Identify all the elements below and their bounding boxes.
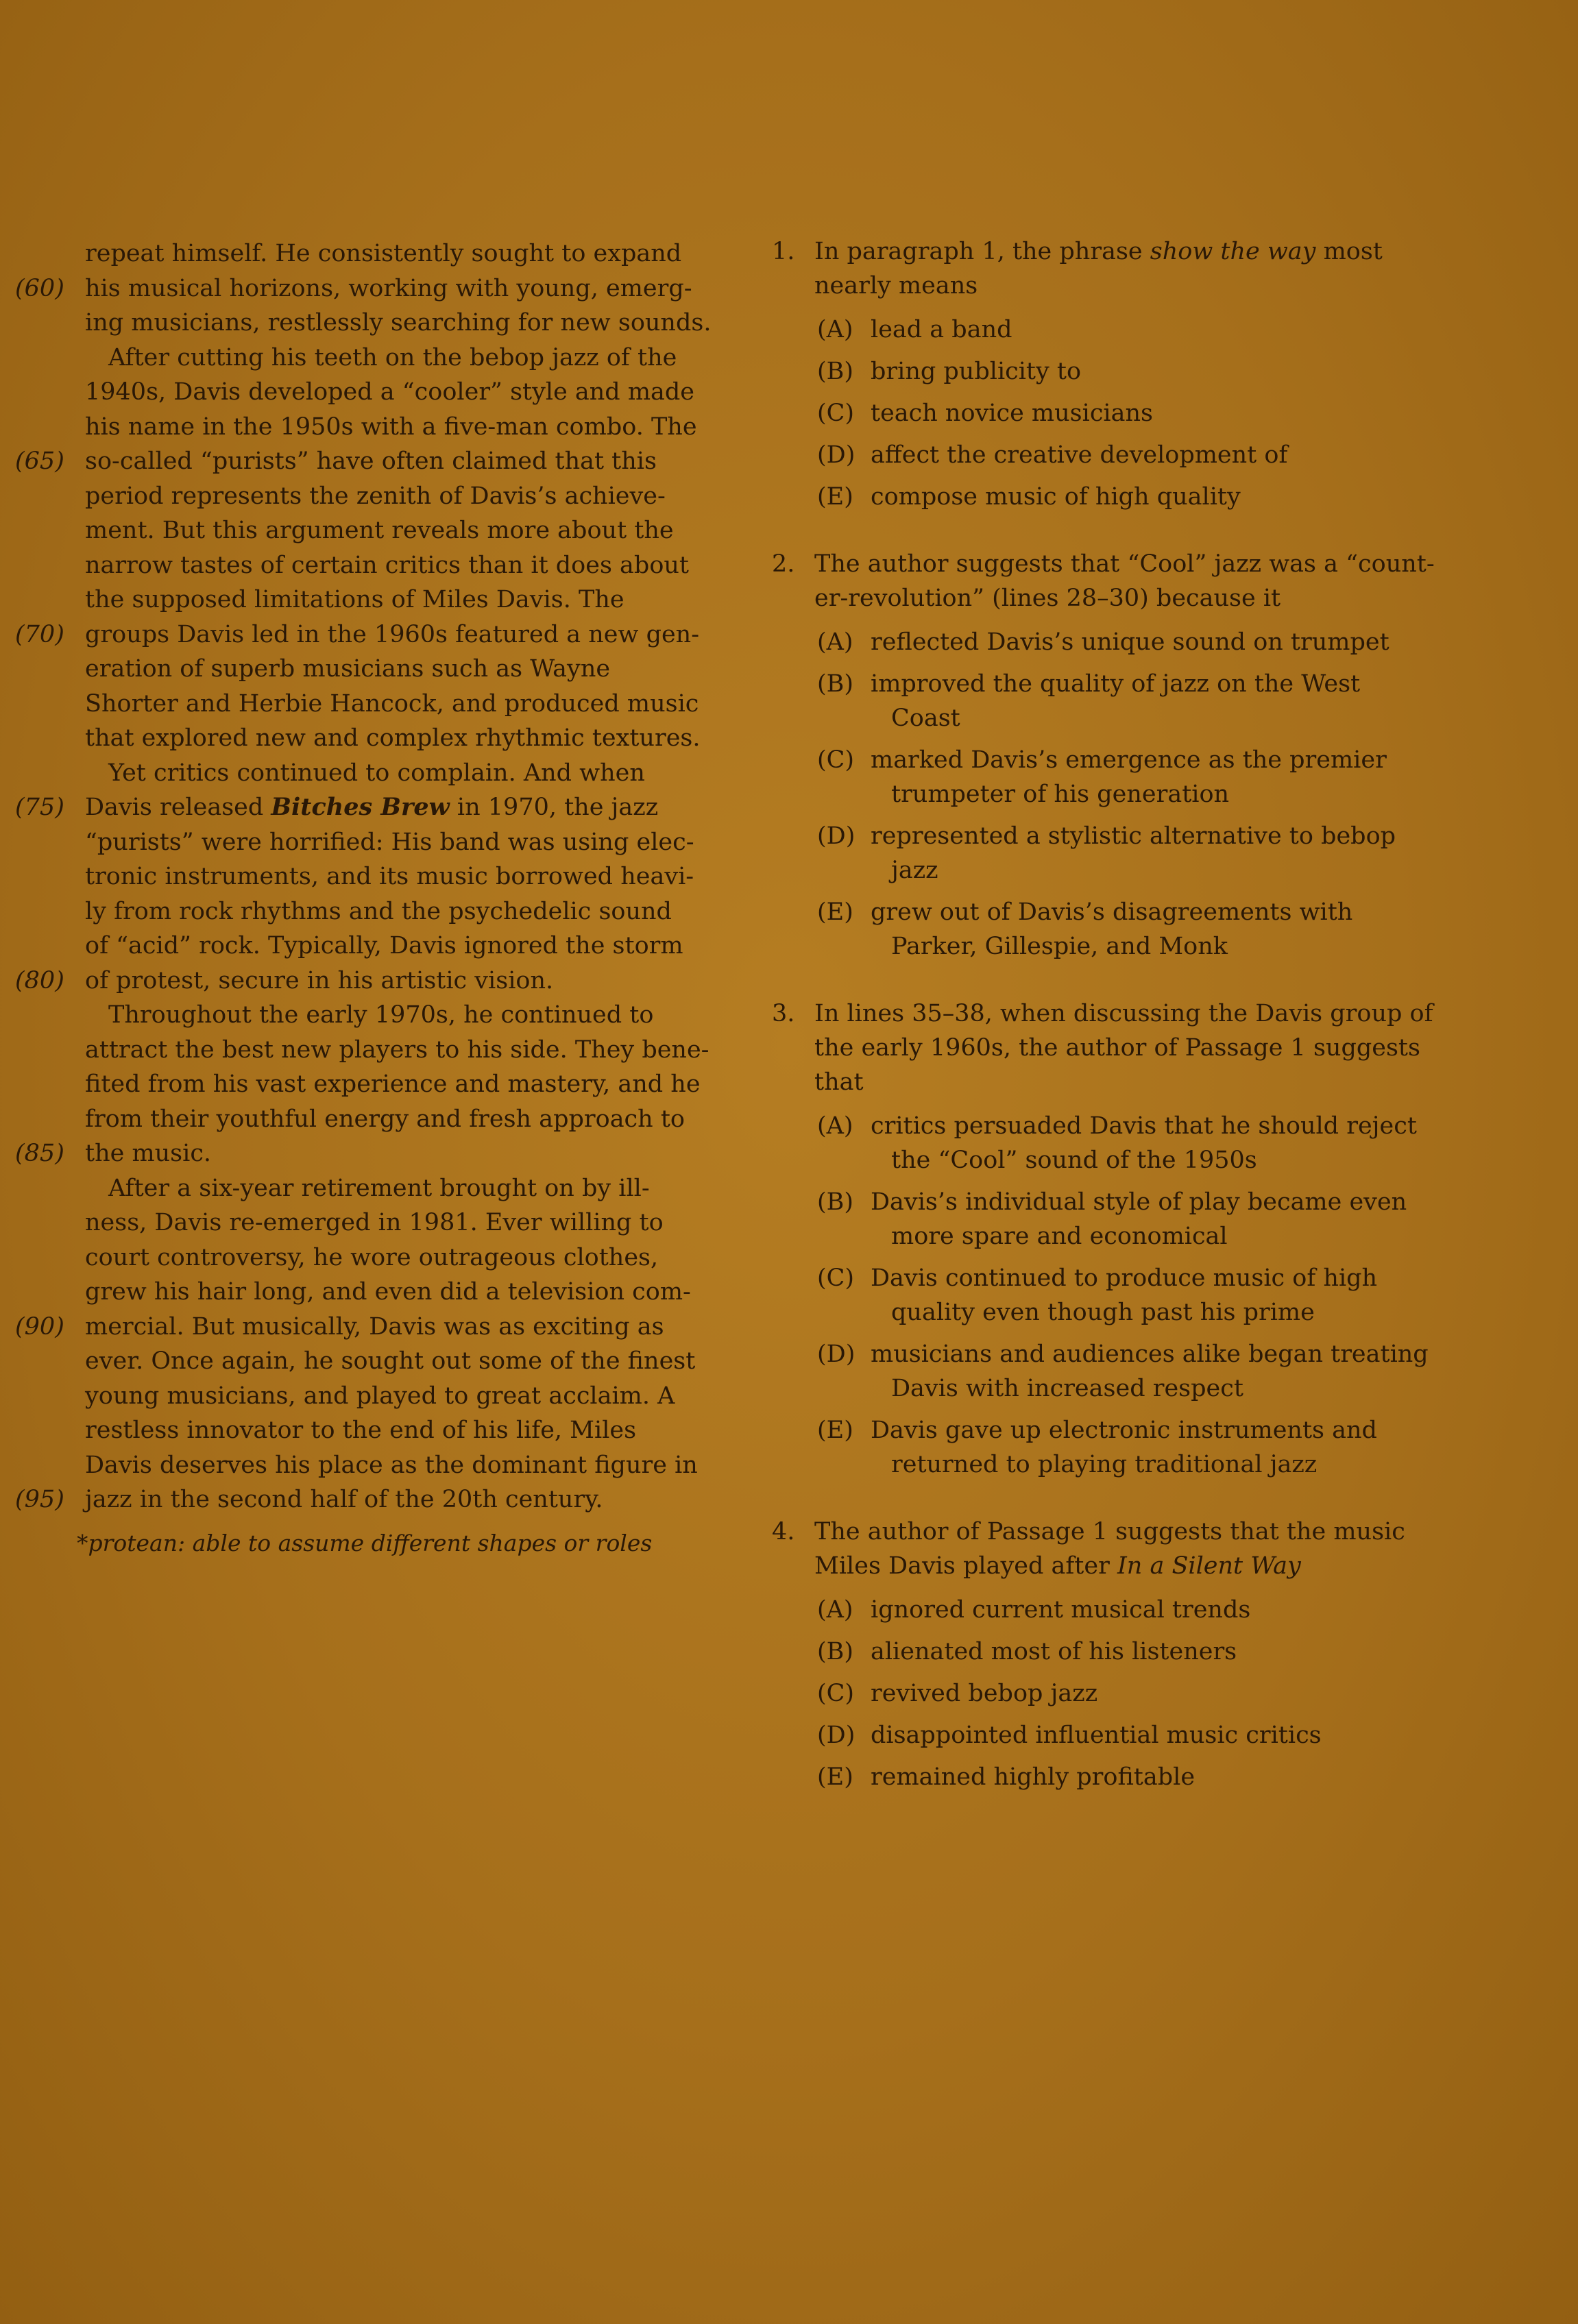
passage-line-text: restless innovator to the end of his life, Miles [85, 1417, 637, 1444]
passage-line [0, 1102, 727, 1137]
choice-letter: (A) [817, 628, 853, 656]
choice-text [871, 667, 1529, 735]
choice-text-line: marked Davis’s emergence as the premier [871, 746, 1387, 774]
passage-line [0, 756, 727, 791]
answer-choice [817, 1337, 1529, 1406]
passage-line-text: of protest, secure in his artistic vision. [85, 966, 554, 994]
passage-line [0, 1413, 727, 1448]
question-stem [761, 234, 1529, 303]
passage-line-text: Yet critics continued to complain. And when [108, 759, 645, 787]
passage-line [0, 1275, 727, 1310]
choice-text [871, 1185, 1529, 1253]
choice-letter: (E) [817, 898, 853, 926]
answer-choice [817, 1261, 1529, 1330]
passage-line-text: fited from his vast experience and mastery, and he [85, 1071, 701, 1098]
passage-line-text: ing musicians, restlessly searching for new sounds. [85, 309, 712, 337]
passage-line [0, 444, 727, 479]
choice-text-line: Davis’s individual style of play became even [871, 1188, 1407, 1216]
choice-text [871, 1337, 1529, 1406]
passage-line [0, 825, 727, 860]
questions-column [761, 234, 1529, 1827]
passage-line-text: the music. [85, 1140, 212, 1167]
choice-letter: (E) [817, 1417, 853, 1444]
choice-text [871, 1413, 1529, 1482]
answer-choices [761, 313, 1529, 514]
question-4 [761, 1515, 1529, 1794]
choice-text [871, 1593, 1529, 1627]
passage-line [0, 513, 727, 548]
choice-text-line: affect the creative development of [871, 441, 1288, 469]
question-stem-line: In paragraph 1, the phrase show the way most [814, 238, 1383, 265]
passage-line [0, 687, 727, 722]
passage-line [0, 306, 727, 341]
answer-choice [817, 480, 1529, 514]
passage-line-text: his musical horizons, working with young, emerg- [85, 274, 692, 302]
choice-text-line: returned to playing traditional jazz [891, 1451, 1318, 1478]
choice-text-line: more spare and economical [891, 1223, 1228, 1250]
choice-letter: (C) [817, 746, 855, 774]
choice-text-line: bring publicity to [871, 358, 1082, 385]
choice-text-line: represented a stylistic alternative to bebop [871, 822, 1396, 850]
passage-line [0, 1379, 727, 1414]
passage-line [0, 375, 727, 410]
choice-text-line: compose music of high quality [871, 483, 1241, 511]
answer-choice [817, 1760, 1529, 1794]
answer-choice [817, 1413, 1529, 1482]
passage-line [0, 271, 727, 306]
passage-line-text: jazz in the second half of the 20th century. [85, 1486, 603, 1513]
choice-letter: (C) [817, 1264, 855, 1292]
choice-text-line: jazz [891, 857, 938, 884]
passage-line [0, 1310, 727, 1345]
passage-line-text: After a six-year retirement brought on by ill- [108, 1174, 650, 1202]
passage-line [0, 721, 727, 756]
question-number: 4. [772, 1518, 795, 1545]
passage-line-text: “purists” were horrified: His band was using elec- [85, 828, 694, 856]
passage-line-text: grew his hair long, and even did a television com- [85, 1278, 691, 1306]
choice-text-line: remained highly profitable [871, 1763, 1195, 1791]
passage-line-text: tronic instruments, and its music borrowed heavi- [85, 863, 694, 890]
question-stem [761, 547, 1529, 615]
question-2 [761, 547, 1529, 964]
passage-line-text: his name in the 1950s with a five-man combo. The [85, 413, 697, 441]
passage-line [0, 894, 727, 929]
passage-line-text: young musicians, and played to great acclaim. A [85, 1382, 675, 1410]
choice-text [871, 625, 1529, 659]
passage-line-text: eration of superb musicians such as Wayne [85, 655, 611, 683]
choice-text [871, 743, 1529, 811]
passage-line [0, 1136, 727, 1171]
passage-line [0, 1344, 727, 1379]
choice-text-line: teach novice musicians [871, 400, 1153, 427]
choice-text [871, 313, 1529, 347]
question-stem-line: The author suggests that “Cool” jazz was a “count- [814, 550, 1435, 578]
line-number: (70) [15, 620, 64, 648]
passage-line [0, 652, 727, 687]
passage-line-text: Davis deserves his place as the dominant figure in [85, 1451, 698, 1479]
answer-choices [761, 625, 1529, 964]
choice-text [871, 396, 1529, 430]
answer-choice [817, 313, 1529, 347]
question-number: 1. [772, 238, 795, 265]
line-number: (75) [15, 794, 64, 821]
question-3 [761, 996, 1529, 1482]
passage-line [0, 341, 727, 376]
passage-line [0, 1448, 727, 1483]
question-stem [761, 1515, 1529, 1583]
passage-line-text: ly from rock rhythms and the psychedelic sound [85, 897, 672, 925]
choice-letter: (B) [817, 670, 854, 698]
question-stem-line: that [814, 1068, 864, 1096]
choice-letter: (D) [817, 1722, 855, 1749]
passage-line-text: Shorter and Herbie Hancock, and produced music [85, 689, 699, 718]
choice-text-line: Davis with increased respect [891, 1375, 1243, 1402]
question-1 [761, 234, 1529, 514]
footnote: *protean: able to assume different shapes or roles [77, 1529, 653, 1556]
passage-line-text: After cutting his teeth on the bebop jazz of the [108, 343, 677, 371]
passage-line-text: mercial. But musically, Davis was as exciting as [85, 1312, 664, 1341]
passage-line [0, 1482, 727, 1517]
choice-text-line: Davis gave up electronic instruments and [871, 1417, 1377, 1444]
line-number: (60) [15, 274, 64, 302]
choice-text-line: Davis continued to produce music of high [871, 1264, 1378, 1292]
passage-line [0, 410, 727, 445]
choice-letter: (B) [817, 1638, 854, 1665]
passage-line [0, 583, 727, 617]
line-number: (80) [15, 966, 64, 994]
passage-line [0, 548, 727, 583]
choice-letter: (A) [817, 1596, 853, 1624]
passage-line [0, 1206, 727, 1240]
choice-text-line: improved the quality of jazz on the West [871, 670, 1361, 698]
line-number: (85) [15, 1140, 64, 1167]
question-stem [761, 996, 1529, 1099]
passage-line-text: attract the best new players to his side. They bene- [85, 1036, 709, 1064]
choice-text [871, 895, 1529, 964]
answer-choice [817, 396, 1529, 430]
question-stem-line: Miles Davis played after In a Silent Way [814, 1552, 1301, 1580]
passage-column [0, 236, 727, 1556]
passage-line-text: groups Davis led in the 1960s featured a new gen- [85, 620, 700, 648]
passage-line-text: narrow tastes of certain critics than it does about [85, 551, 689, 579]
line-number: (95) [15, 1486, 64, 1513]
line-number: (65) [15, 448, 64, 475]
choice-text-line: Parker, Gillespie, and Monk [891, 933, 1228, 960]
choice-letter: (B) [817, 1188, 854, 1216]
passage-line [0, 859, 727, 894]
question-stem-line: The author of Passage 1 suggests that the music [814, 1518, 1405, 1545]
choice-text [871, 1635, 1529, 1669]
choice-letter: (C) [817, 400, 855, 427]
choice-letter: (C) [817, 1680, 855, 1707]
answer-choice [817, 354, 1529, 389]
answer-choice [817, 438, 1529, 472]
line-number: (90) [15, 1312, 64, 1341]
question-stem-line: In lines 35–38, when discussing the Davis group of [814, 1000, 1433, 1027]
answer-choice [817, 819, 1529, 888]
choice-text-line: Coast [891, 705, 960, 732]
answer-choice [817, 1635, 1529, 1669]
choice-letter: (D) [817, 441, 855, 469]
passage-line [0, 1067, 727, 1102]
answer-choices [761, 1109, 1529, 1482]
choice-text [871, 1261, 1529, 1330]
question-stem-line: er-revolution” (lines 28–30) because it [814, 585, 1281, 612]
choice-text-line: revived bebop jazz [871, 1680, 1098, 1707]
passage-line [0, 929, 727, 964]
answer-choice [817, 1593, 1529, 1627]
choice-text [871, 1109, 1529, 1177]
passage-line-text: ment. But this argument reveals more about the [85, 517, 674, 544]
answer-choice [817, 1676, 1529, 1711]
choice-text-line: alienated most of his listeners [871, 1638, 1237, 1665]
passage-line [0, 479, 727, 514]
choice-text-line: trumpeter of his generation [891, 781, 1230, 808]
question-number: 2. [772, 550, 795, 578]
choice-letter: (A) [817, 1112, 853, 1140]
passage-line-text: Throughout the early 1970s, he continued to [108, 1001, 654, 1029]
passage-line [0, 1171, 727, 1206]
passage-line [0, 964, 727, 999]
choice-text [871, 480, 1529, 514]
answer-choice [817, 625, 1529, 659]
answer-choice [817, 1109, 1529, 1177]
choice-text [871, 819, 1529, 888]
passage-line [0, 617, 727, 652]
choice-text [871, 1760, 1529, 1794]
passage-line-text: repeat himself. He consistently sought to expand [85, 240, 682, 267]
passage-line-text: ness, Davis re-emerged in 1981. Ever willing to [85, 1209, 664, 1236]
choice-text [871, 1718, 1529, 1752]
choice-text-line: reflected Davis’s unique sound on trumpet [871, 628, 1389, 656]
choice-text-line: ignored current musical trends [871, 1596, 1251, 1624]
answer-choice [817, 1718, 1529, 1752]
choice-letter: (E) [817, 483, 853, 511]
choice-letter: (D) [817, 1341, 855, 1368]
answer-choice [817, 1185, 1529, 1253]
choice-text-line: the “Cool” sound of the 1950s [891, 1147, 1257, 1174]
passage-line-text: so-called “purists” have often claimed that this [85, 448, 657, 475]
choice-text-line: musicians and audiences alike began treating [871, 1341, 1429, 1368]
choice-text-line: lead a band [871, 316, 1012, 343]
passage-line [0, 236, 727, 271]
answer-choice [817, 667, 1529, 735]
passage-line-text: period represents the zenith of Davis’s achieve- [85, 482, 666, 510]
passage-line-text: 1940s, Davis developed a “cooler” style and made [85, 378, 695, 406]
passage-line [0, 1033, 727, 1068]
passage-line-text: the supposed limitations of Miles Davis. The [85, 586, 624, 613]
passage-line [0, 1240, 727, 1275]
choice-letter: (A) [817, 316, 853, 343]
passage-line-text: ever. Once again, he sought out some of the finest [85, 1347, 696, 1375]
choice-text-line: grew out of Davis’s disagreements with [871, 898, 1353, 926]
choice-text-line: critics persuaded Davis that he should reject [871, 1112, 1417, 1140]
choice-text-line: quality even though past his prime [891, 1299, 1315, 1326]
passage-line [0, 998, 727, 1033]
choice-text [871, 438, 1529, 472]
answer-choice [817, 743, 1529, 811]
answer-choices [761, 1593, 1529, 1794]
choice-letter: (B) [817, 358, 854, 385]
passage-line-text: from their youthful energy and fresh approach to [85, 1105, 685, 1133]
choice-text-line: disappointed influential music critics [871, 1722, 1322, 1749]
passage-line [0, 790, 727, 825]
passage-line-text: of “acid” rock. Typically, Davis ignored the storm [85, 932, 683, 959]
choice-text [871, 354, 1529, 389]
question-stem-line: the early 1960s, the author of Passage 1 suggests [814, 1034, 1420, 1062]
question-stem-line: nearly means [814, 272, 978, 299]
choice-letter: (E) [817, 1763, 853, 1791]
answer-choice [817, 895, 1529, 964]
choice-text [871, 1676, 1529, 1711]
question-number: 3. [772, 1000, 795, 1027]
passage-lines [0, 236, 727, 1517]
passage-line-text: that explored new and complex rhythmic textures. [85, 724, 701, 752]
passage-line-text: Davis released Bitches Brew in 1970, the jazz [85, 793, 659, 821]
choice-letter: (D) [817, 822, 855, 850]
passage-line-text: court controversy, he wore outrageous clothes, [85, 1243, 659, 1271]
